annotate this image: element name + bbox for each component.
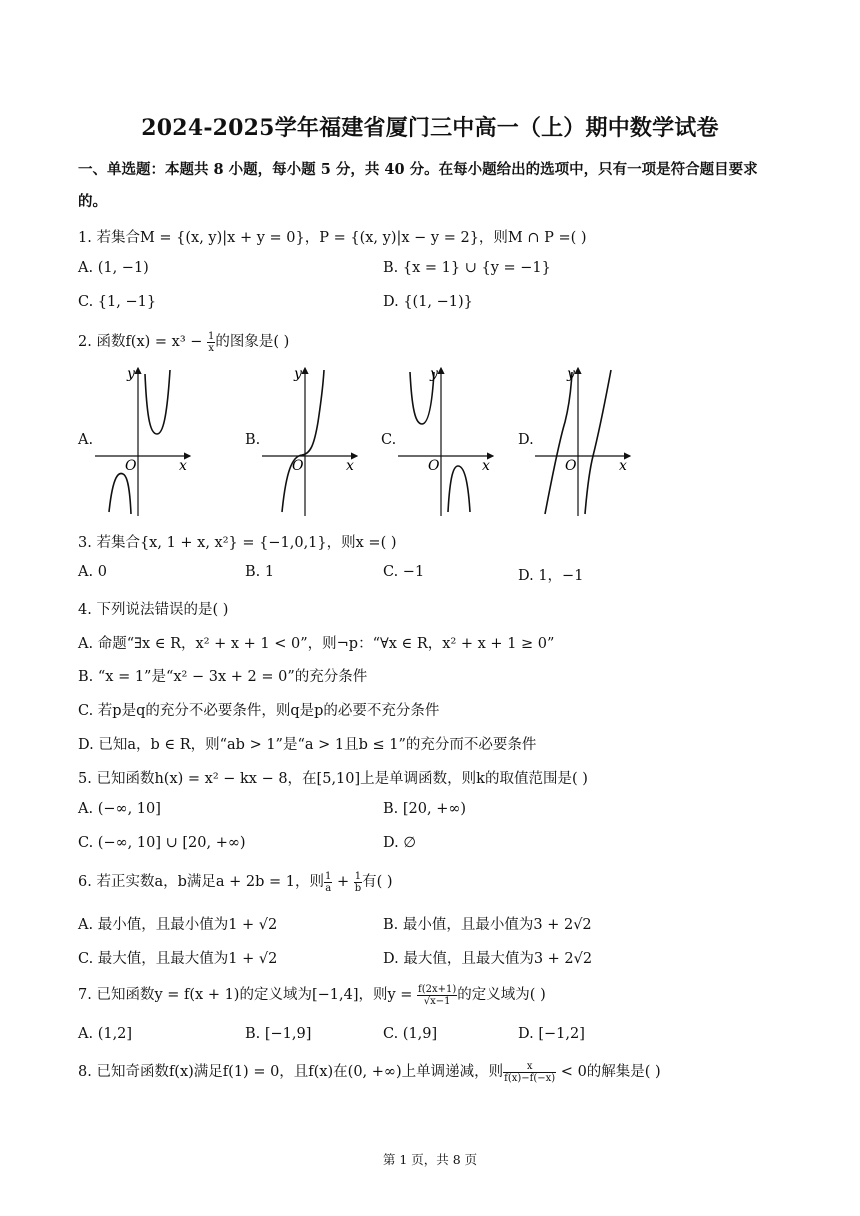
- q7-option-b: B. [−1,9]: [245, 1026, 312, 1042]
- q2-stem-pre: 2. 函数f(x) = x³ −: [78, 334, 208, 350]
- q1-option-b: B. {x = 1} ∪ {y = −1}: [383, 260, 551, 276]
- q6-f2-num: 1: [354, 870, 362, 882]
- q2c-x-label: x: [482, 458, 490, 474]
- q3-stem: 3. 若集合{x, 1 + x, x²} = {−1,0,1}，则x =( ): [78, 535, 397, 551]
- q2-graph-c: [398, 362, 503, 518]
- q4-stem: 4. 下列说法错误的是( ): [78, 602, 229, 618]
- q2a-y-label: y: [127, 366, 135, 382]
- q2b-y-label: y: [294, 366, 302, 382]
- page-title: 2024-2025学年福建省厦门三中高一（上）期中数学试卷: [141, 115, 719, 141]
- q6-f1-num: 1: [324, 870, 332, 882]
- q3-option-a: A. 0: [78, 564, 107, 580]
- q6-stem-post: 有( ): [362, 874, 393, 890]
- q6-stem: [78, 870, 393, 894]
- q5-stem: 5. 已知函数h(x) = x² − kx − 8，在[5,10]上是单调函数，则k的取值范围是( ): [78, 771, 588, 787]
- q5-option-b: B. [20, +∞): [383, 801, 467, 817]
- q2-graph-b: [262, 362, 367, 518]
- q3-option-c: C. −1: [383, 564, 425, 580]
- q6-option-c: C. 最大值，且最大值为1 + √2: [78, 951, 278, 967]
- q2a-x-label: x: [179, 458, 187, 474]
- q4-option-a: A. 命题“∃x ∈ R，x² + x + 1 < 0”，则¬p：“∀x ∈ R，x² + x + 1 ≥ 0”: [78, 636, 555, 652]
- q6-option-d: D. 最大值，且最大值为3 + 2√2: [383, 951, 593, 967]
- q7-frac-num: f(2x+1): [418, 983, 457, 995]
- q2-frac-num: 1: [208, 330, 215, 342]
- q2d-x-label: x: [619, 458, 627, 474]
- q2-stem: [78, 330, 289, 354]
- q7-option-a: A. (1,2]: [78, 1026, 133, 1042]
- q4-option-b: B. “x = 1”是“x² − 3x + 2 = 0”的充分条件: [78, 669, 368, 685]
- q6-plus: +: [332, 874, 354, 890]
- q5-option-c: C. (−∞, 10] ∪ [20, +∞): [78, 835, 246, 851]
- q7-option-c: C. (1,9]: [383, 1026, 438, 1042]
- q1-option-d: D. {(1, −1)}: [383, 294, 473, 310]
- q8-stem-pre: 8. 已知奇函数f(x)满足f(1) = 0，且f(x)在(0, +∞)上单调递减，则: [78, 1064, 504, 1080]
- section-heading: 一、单选题：本题共 8 小题，每小题 5 分，共 40 分。在每小题给出的选项中，只有一项是符合题目要求: [78, 161, 758, 178]
- q5-option-a: A. (−∞, 10]: [78, 801, 161, 817]
- q7-option-d: D. [−1,2]: [518, 1026, 585, 1042]
- q2-frac-den: x: [208, 342, 215, 354]
- q7-stem-post: 的定义域为( ): [457, 987, 546, 1003]
- q1-option-c: C. {1, −1}: [78, 294, 157, 310]
- q1-option-a: A. (1, −1): [78, 260, 149, 276]
- q6-option-b: B. 最小值，且最小值为3 + 2√2: [383, 917, 592, 933]
- q2-graph-d: [535, 362, 640, 518]
- page-footer: 第 1 页，共 8 页: [382, 1152, 478, 1167]
- q6-fraction-b: [354, 871, 362, 894]
- q7-fraction: [417, 984, 457, 1007]
- q8-stem: [78, 1060, 661, 1084]
- section-heading-cont: 的。: [78, 193, 107, 210]
- q2d-origin: O: [565, 458, 577, 474]
- q2b-x-label: x: [346, 458, 354, 474]
- q2-option-c: C.: [381, 432, 397, 448]
- q6-stem-pre: 6. 若正实数a，b满足a + 2b = 1，则: [78, 874, 324, 890]
- q3-option-b: B. 1: [245, 564, 275, 580]
- q2-stem-post: 的图象是( ): [215, 334, 290, 350]
- q2-graph-a: [95, 362, 200, 518]
- q6-f2-den: b: [354, 882, 362, 894]
- q8-stem-post: < 0的解集是( ): [556, 1064, 661, 1080]
- q2c-origin: O: [428, 458, 440, 474]
- q3-option-d: D. 1，−1: [518, 568, 584, 584]
- q2c-y-label: y: [430, 366, 438, 382]
- q8-frac-num: x: [503, 1061, 556, 1073]
- q2-option-d: D.: [518, 432, 534, 448]
- q2b-origin: O: [292, 458, 304, 474]
- q4-option-d: D. 已知a，b ∈ R，则“ab > 1”是“a > 1且b ≤ 1”的充分而不必要条件: [78, 737, 537, 753]
- q6-f1-den: a: [325, 882, 332, 894]
- q2-option-b: B.: [245, 432, 261, 448]
- q2a-origin: O: [125, 458, 137, 474]
- q5-option-d: D. ∅: [383, 835, 416, 851]
- q7-stem: [78, 983, 546, 1007]
- q4-option-c: C. 若p是q的充分不必要条件，则q是p的必要不充分条件: [78, 703, 440, 719]
- q2-option-a: A.: [78, 432, 94, 448]
- q7-stem-pre: 7. 已知函数y = f(x + 1)的定义域为[−1,4]，则y =: [78, 987, 418, 1003]
- q8-frac-den: f(x)−f(−x): [504, 1072, 556, 1084]
- q2d-y-label: y: [567, 366, 575, 382]
- q8-fraction: [503, 1061, 556, 1084]
- q1-stem: 1. 若集合M = {(x, y)|x + y = 0}，P = {(x, y)|x − y = 2}，则M ∩ P =( ): [78, 230, 587, 246]
- q6-option-a: A. 最小值，且最小值为1 + √2: [78, 917, 278, 933]
- q7-frac-den: √x−1: [423, 995, 451, 1007]
